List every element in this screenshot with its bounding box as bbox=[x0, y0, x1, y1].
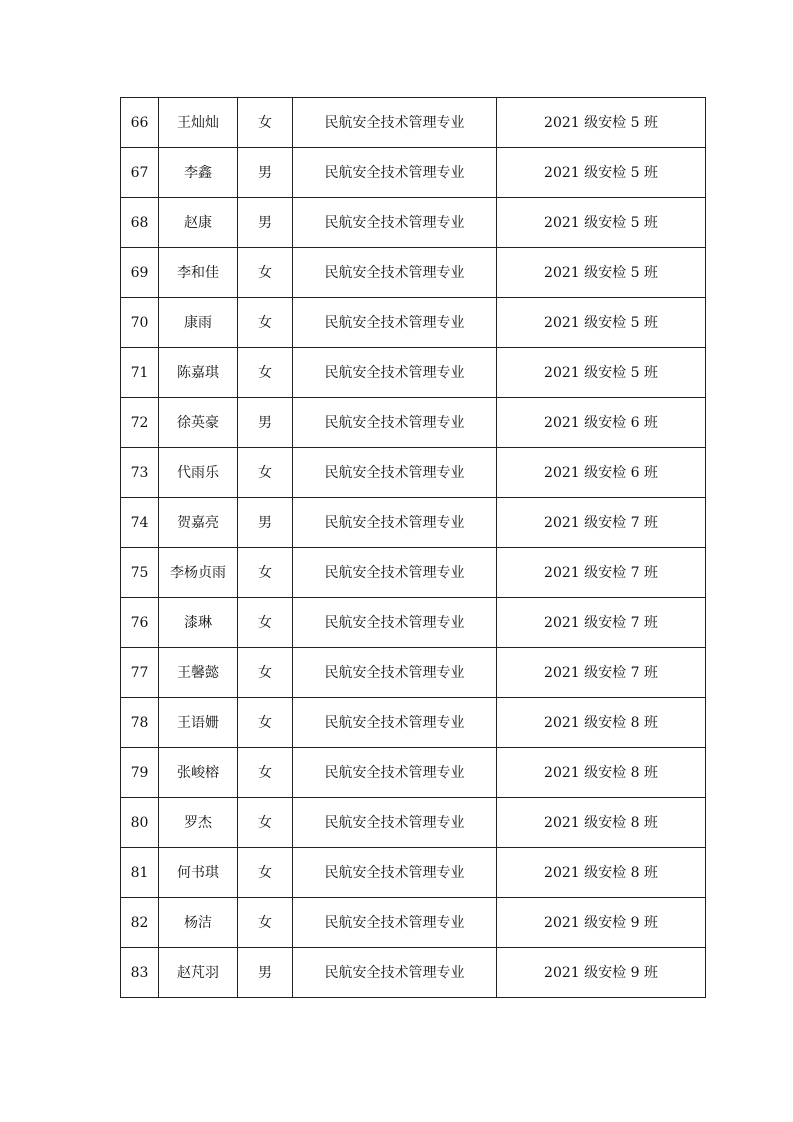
cell-major: 民航安全技术管理专业 bbox=[293, 698, 497, 748]
cell-name: 赵康 bbox=[159, 198, 238, 248]
cell-class: 2021 级安检 8 班 bbox=[497, 798, 706, 848]
cell-number: 76 bbox=[121, 598, 159, 648]
cell-name: 王馨懿 bbox=[159, 648, 238, 698]
table-row bbox=[121, 98, 706, 148]
cell-major: 民航安全技术管理专业 bbox=[293, 248, 497, 298]
cell-number: 78 bbox=[121, 698, 159, 748]
table-row bbox=[121, 348, 706, 398]
cell-gender: 女 bbox=[238, 698, 293, 748]
cell-class: 2021 级安检 5 班 bbox=[497, 248, 706, 298]
cell-name: 王语姗 bbox=[159, 698, 238, 748]
cell-class: 2021 级安检 5 班 bbox=[497, 298, 706, 348]
cell-gender: 女 bbox=[238, 348, 293, 398]
cell-class: 2021 级安检 7 班 bbox=[497, 548, 706, 598]
cell-class: 2021 级安检 7 班 bbox=[497, 498, 706, 548]
table-row bbox=[121, 498, 706, 548]
table-row bbox=[121, 398, 706, 448]
table-row bbox=[121, 848, 706, 898]
cell-name: 陈嘉琪 bbox=[159, 348, 238, 398]
cell-name: 杨洁 bbox=[159, 898, 238, 948]
cell-name: 罗杰 bbox=[159, 798, 238, 848]
cell-name: 王灿灿 bbox=[159, 98, 238, 148]
cell-number: 71 bbox=[121, 348, 159, 398]
cell-major: 民航安全技术管理专业 bbox=[293, 648, 497, 698]
cell-gender: 男 bbox=[238, 148, 293, 198]
table-row bbox=[121, 648, 706, 698]
cell-class: 2021 级安检 9 班 bbox=[497, 898, 706, 948]
cell-name: 李杨贞雨 bbox=[159, 548, 238, 598]
cell-major: 民航安全技术管理专业 bbox=[293, 798, 497, 848]
cell-gender: 女 bbox=[238, 898, 293, 948]
cell-name: 徐英豪 bbox=[159, 398, 238, 448]
student-roster-table bbox=[120, 97, 706, 998]
cell-number: 83 bbox=[121, 948, 159, 998]
cell-major: 民航安全技术管理专业 bbox=[293, 848, 497, 898]
cell-gender: 男 bbox=[238, 198, 293, 248]
cell-name: 康雨 bbox=[159, 298, 238, 348]
cell-major: 民航安全技术管理专业 bbox=[293, 398, 497, 448]
cell-number: 81 bbox=[121, 848, 159, 898]
cell-class: 2021 级安检 5 班 bbox=[497, 348, 706, 398]
cell-number: 72 bbox=[121, 398, 159, 448]
cell-major: 民航安全技术管理专业 bbox=[293, 948, 497, 998]
cell-class: 2021 级安检 5 班 bbox=[497, 198, 706, 248]
cell-number: 82 bbox=[121, 898, 159, 948]
cell-gender: 女 bbox=[238, 848, 293, 898]
table-row bbox=[121, 898, 706, 948]
cell-class: 2021 级安检 5 班 bbox=[497, 148, 706, 198]
table-row bbox=[121, 798, 706, 848]
cell-number: 69 bbox=[121, 248, 159, 298]
table-row bbox=[121, 198, 706, 248]
cell-major: 民航安全技术管理专业 bbox=[293, 98, 497, 148]
cell-major: 民航安全技术管理专业 bbox=[293, 198, 497, 248]
table-row bbox=[121, 548, 706, 598]
cell-major: 民航安全技术管理专业 bbox=[293, 548, 497, 598]
cell-name: 李和佳 bbox=[159, 248, 238, 298]
cell-name: 漆琳 bbox=[159, 598, 238, 648]
cell-gender: 女 bbox=[238, 748, 293, 798]
cell-name: 何书琪 bbox=[159, 848, 238, 898]
table-row bbox=[121, 598, 706, 648]
cell-name: 李鑫 bbox=[159, 148, 238, 198]
roster-body bbox=[121, 98, 706, 998]
cell-number: 70 bbox=[121, 298, 159, 348]
cell-major: 民航安全技术管理专业 bbox=[293, 598, 497, 648]
table-row bbox=[121, 448, 706, 498]
cell-class: 2021 级安检 5 班 bbox=[497, 98, 706, 148]
cell-gender: 男 bbox=[238, 498, 293, 548]
table-row bbox=[121, 248, 706, 298]
cell-name: 代雨乐 bbox=[159, 448, 238, 498]
table-row bbox=[121, 698, 706, 748]
cell-major: 民航安全技术管理专业 bbox=[293, 348, 497, 398]
cell-class: 2021 级安检 7 班 bbox=[497, 598, 706, 648]
cell-gender: 女 bbox=[238, 798, 293, 848]
cell-name: 贺嘉亮 bbox=[159, 498, 238, 548]
cell-gender: 女 bbox=[238, 298, 293, 348]
cell-number: 77 bbox=[121, 648, 159, 698]
cell-major: 民航安全技术管理专业 bbox=[293, 748, 497, 798]
cell-gender: 女 bbox=[238, 548, 293, 598]
cell-gender: 女 bbox=[238, 248, 293, 298]
cell-class: 2021 级安检 6 班 bbox=[497, 448, 706, 498]
cell-number: 80 bbox=[121, 798, 159, 848]
cell-number: 73 bbox=[121, 448, 159, 498]
cell-number: 68 bbox=[121, 198, 159, 248]
cell-class: 2021 级安检 7 班 bbox=[497, 648, 706, 698]
cell-class: 2021 级安检 8 班 bbox=[497, 848, 706, 898]
cell-number: 74 bbox=[121, 498, 159, 548]
cell-major: 民航安全技术管理专业 bbox=[293, 298, 497, 348]
cell-major: 民航安全技术管理专业 bbox=[293, 498, 497, 548]
cell-major: 民航安全技术管理专业 bbox=[293, 898, 497, 948]
cell-gender: 女 bbox=[238, 98, 293, 148]
cell-name: 赵芃羽 bbox=[159, 948, 238, 998]
table-row bbox=[121, 748, 706, 798]
cell-gender: 女 bbox=[238, 648, 293, 698]
cell-major: 民航安全技术管理专业 bbox=[293, 448, 497, 498]
cell-class: 2021 级安检 8 班 bbox=[497, 698, 706, 748]
cell-number: 75 bbox=[121, 548, 159, 598]
table-row bbox=[121, 948, 706, 998]
table-row bbox=[121, 148, 706, 198]
cell-number: 79 bbox=[121, 748, 159, 798]
cell-gender: 女 bbox=[238, 448, 293, 498]
cell-class: 2021 级安检 9 班 bbox=[497, 948, 706, 998]
cell-gender: 男 bbox=[238, 398, 293, 448]
cell-number: 67 bbox=[121, 148, 159, 198]
cell-number: 66 bbox=[121, 98, 159, 148]
cell-name: 张峻榕 bbox=[159, 748, 238, 798]
table-row bbox=[121, 298, 706, 348]
cell-class: 2021 级安检 6 班 bbox=[497, 398, 706, 448]
cell-major: 民航安全技术管理专业 bbox=[293, 148, 497, 198]
cell-gender: 男 bbox=[238, 948, 293, 998]
cell-gender: 女 bbox=[238, 598, 293, 648]
cell-class: 2021 级安检 8 班 bbox=[497, 748, 706, 798]
